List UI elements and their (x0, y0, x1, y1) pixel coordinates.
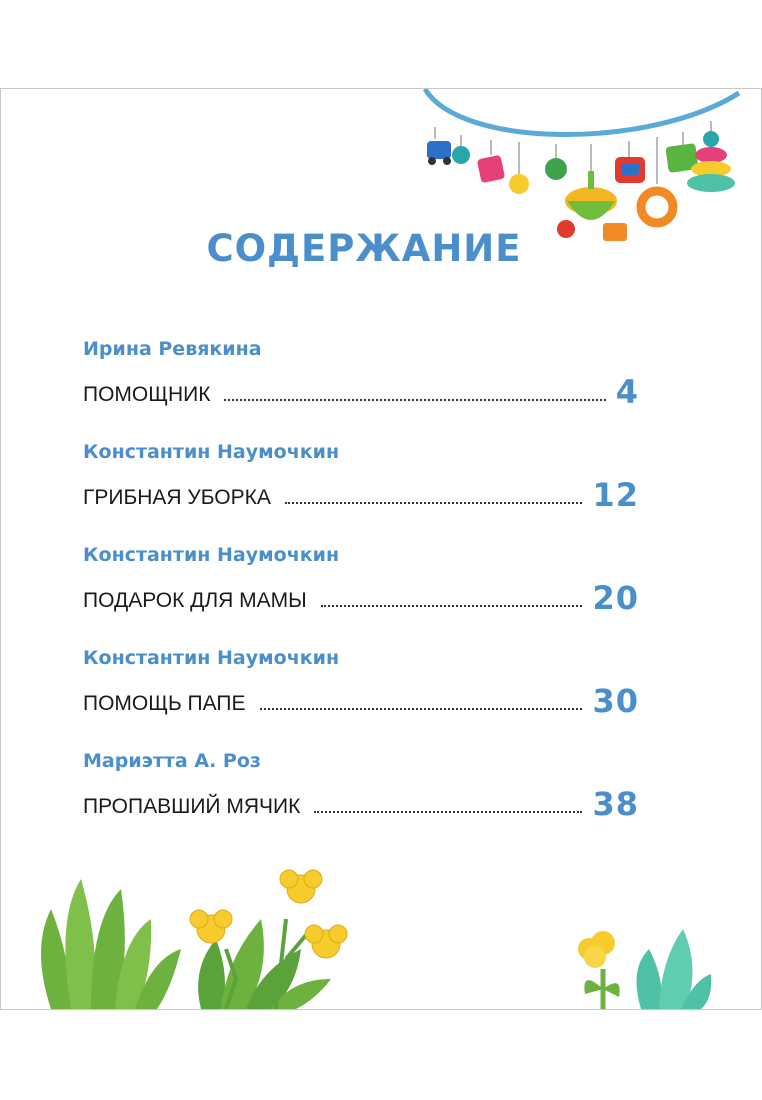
entry-author: Константин Наумочкин (83, 441, 340, 463)
toy-car-icon (427, 141, 451, 165)
entry-page-number: 4 (615, 373, 639, 411)
entry-author: Константин Наумочкин (83, 647, 340, 669)
toc-entry-4[interactable] (83, 646, 639, 720)
entry-line (83, 785, 639, 823)
right-plants-illustration (561, 919, 721, 1009)
toy-robot-icon (615, 157, 645, 183)
green-button-icon (545, 158, 567, 180)
garland-rope (425, 89, 739, 135)
book-page (0, 88, 762, 1010)
toc-entry-2[interactable] (83, 440, 639, 514)
yellow-ball-icon (509, 174, 529, 194)
entry-line (83, 682, 639, 720)
toc-entry-3[interactable] (83, 543, 639, 617)
dot-leader (224, 398, 605, 401)
entry-line (83, 373, 639, 411)
dot-leader (314, 810, 582, 813)
grass-leaf-icon (41, 879, 181, 1009)
entry-page-number: 38 (592, 785, 639, 823)
orange-ring-icon (641, 191, 673, 223)
entry-line (83, 579, 639, 617)
entry-author: Ирина Ревякина (83, 338, 262, 360)
entry-story-title: ПОМОЩЬ ПАПЕ (83, 692, 246, 715)
entry-story-title: ПОМОЩНИК (83, 383, 211, 406)
entry-page-number: 20 (592, 579, 639, 617)
entry-page-number: 12 (592, 476, 639, 514)
page-title: СОДЕРЖАНИЕ (206, 227, 522, 270)
teal-bush-icon (637, 929, 712, 1009)
entry-line (83, 476, 639, 514)
entry-author: Константин Наумочкин (83, 544, 340, 566)
dot-leader (285, 501, 583, 504)
entry-story-title: ПОДАРОК ДЛЯ МАМЫ (83, 589, 307, 612)
entry-story-title: ГРИБНАЯ УБОРКА (83, 486, 271, 509)
teal-ball-icon (452, 146, 470, 164)
entry-author: Мариэтта А. Роз (83, 750, 261, 772)
toc-entry-1[interactable] (83, 337, 639, 411)
entry-story-title: ПРОПАВШИЙ МЯЧИК (83, 795, 301, 818)
dot-leader (321, 604, 583, 607)
spinning-top-icon (565, 171, 617, 220)
toy-garland-illustration (421, 89, 741, 249)
entry-page-number: 30 (592, 682, 639, 720)
left-plants-illustration (31, 859, 361, 1009)
dot-leader (260, 707, 583, 710)
toc-entry-5[interactable] (83, 749, 639, 823)
pink-cube-icon (477, 155, 505, 183)
yellow-flower-icon (578, 931, 620, 1009)
